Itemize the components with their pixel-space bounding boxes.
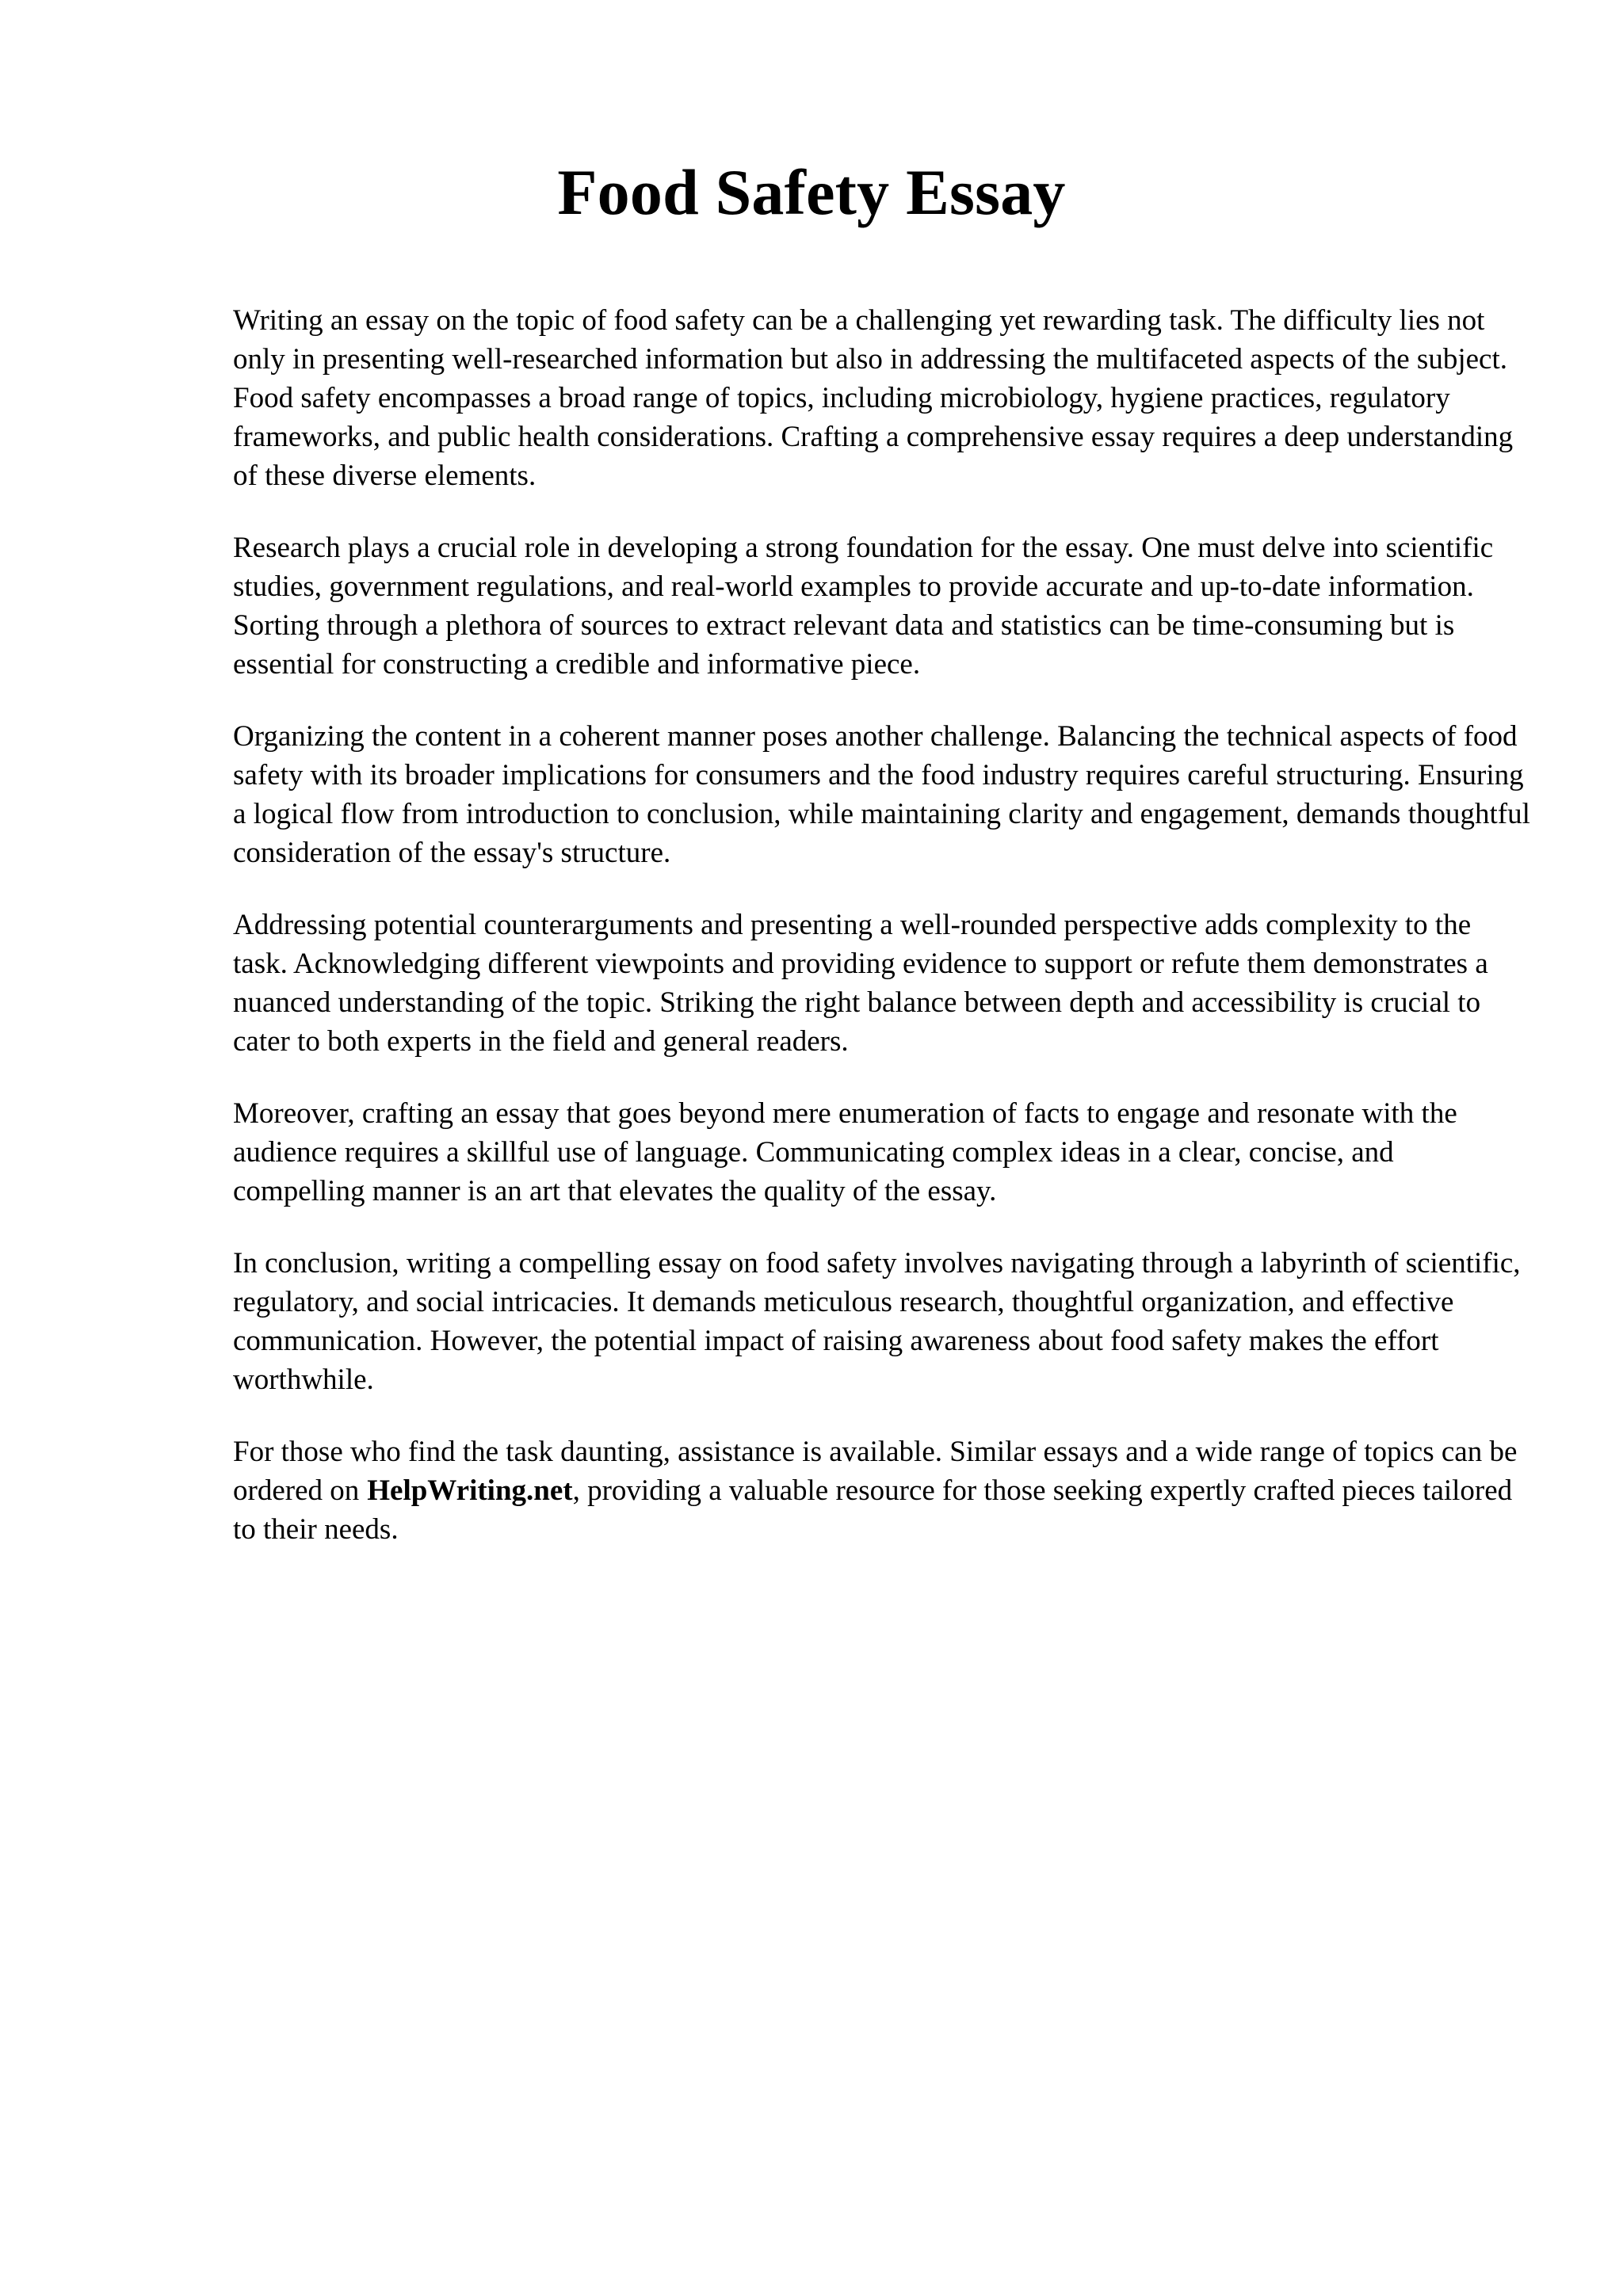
- page-title: Food Safety Essay: [557, 156, 1066, 228]
- paragraph-1: Writing an essay on the topic of food safety can be a challenging yet rewarding task. The difficulty lies not only in presenting well-researched information but also in addressing the multifaceted aspects of the subject. Food safety encompasses a broad range of topics, including microbiology, hygiene practices, regulatory frameworks, and public health considerations. Crafting a comprehensive essay requires a deep understanding of these diverse elements.: [233, 304, 1514, 492]
- closing-text-before-link: For those who find the task daunting, assistance is available. Similar essays and a wide range of topics can be ordered on: [233, 1436, 1518, 1507]
- paragraph-2: Research plays a crucial role in developing a strong foundation for the essay. One must delve into scientific studies, government regulations, and real-world examples to provide accurate and up-to-date information. Sorting through a plethora of sources to extract relevant data and statistics can be time-consuming but is essential for constructing a credible and informative piece.: [233, 532, 1494, 681]
- closing-text-after-link: , providing a valuable resource for those seeking expertly crafted pieces tailored to their needs.: [233, 1474, 1513, 1546]
- paragraph-3: Organizing the content in a coherent manner poses another challenge. Balancing the technical aspects of food safety with its broader implications for consumers and the food industry requires careful structuring. Ensuring a logical flow from introduction to conclusion, while maintaining clarity and engagement, demands thoughtful consideration of the essay's structure.: [233, 720, 1530, 869]
- helpwriting-link[interactable]: HelpWriting.net: [367, 1474, 573, 1507]
- paragraph-5: Moreover, crafting an essay that goes beyond mere enumeration of facts to engage and resonate with the audience requires a skillful use of language. Communicating complex ideas in a clear, concise, and compelling manner is an art that elevates the quality of the essay.: [233, 1097, 1457, 1207]
- closing-paragraph: [233, 1432, 1533, 1549]
- paragraph-4: Addressing potential counterarguments and presenting a well-rounded perspective adds complexity to the task. Acknowledging different viewpoints and providing evidence to support or refute them demonstrates a nuanced understanding of the topic. Striking the right balance between depth and accessibility is crucial to cater to both experts in the field and general readers.: [233, 909, 1488, 1058]
- essay-body: [233, 301, 1533, 1582]
- paragraph-6: In conclusion, writing a compelling essay on food safety involves navigating through a labyrinth of scientific, regulatory, and social intricacies. It demands meticulous research, thoughtful organization, and effective communication. However, the potential impact of raising awareness about food safety makes the effort worthwhile.: [233, 1247, 1521, 1396]
